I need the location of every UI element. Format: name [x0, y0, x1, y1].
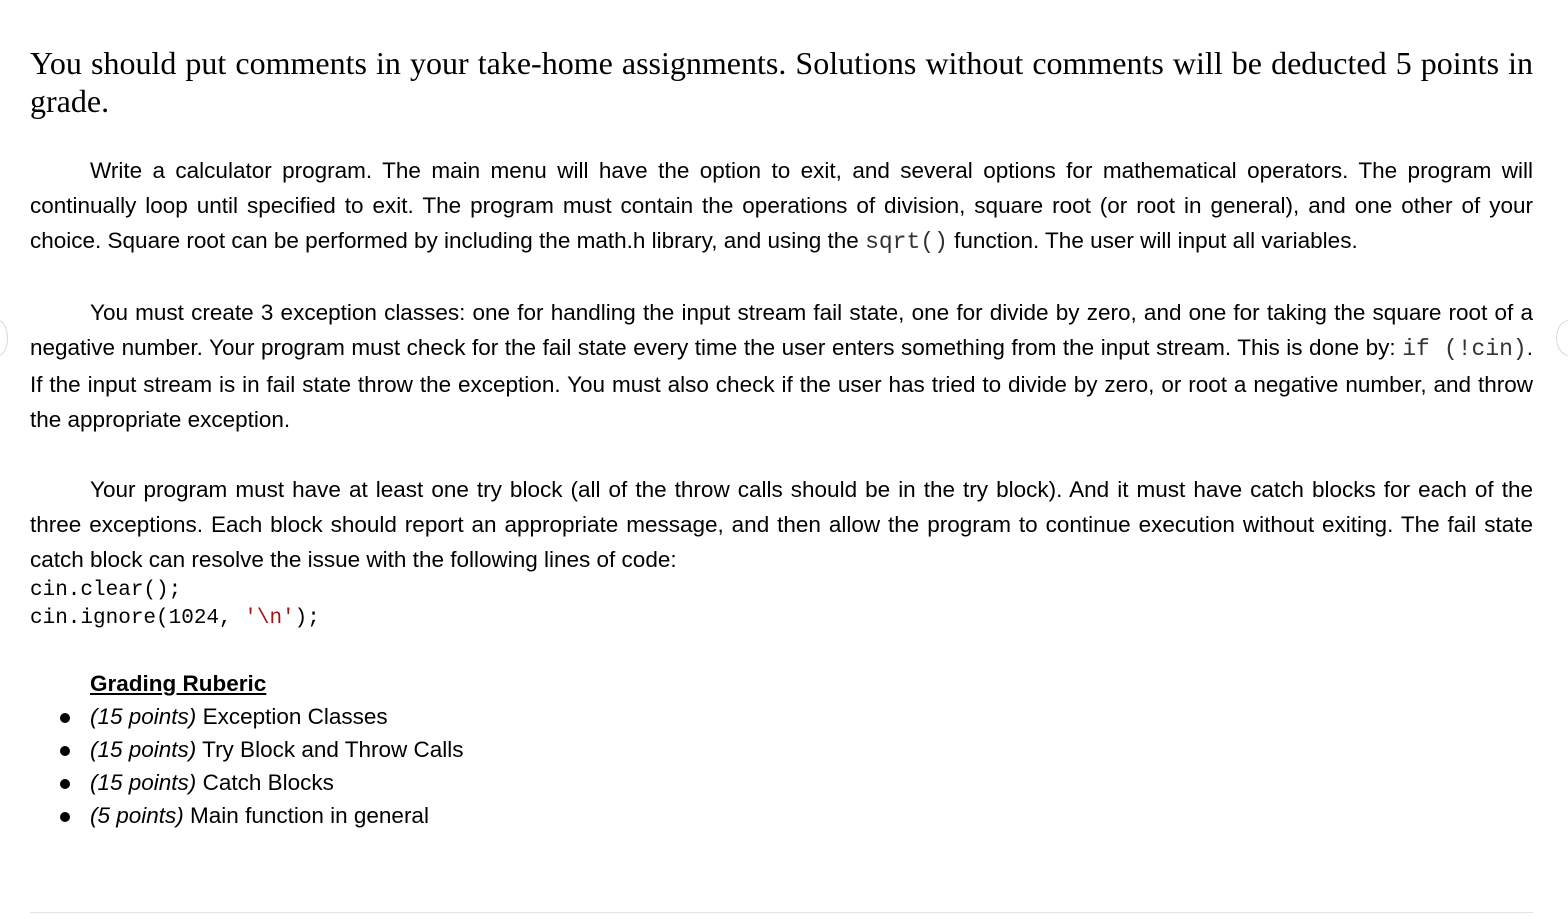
- right-margin-marker: [1556, 320, 1568, 356]
- rubric-points: (5 points): [90, 803, 184, 828]
- rubric-points: (15 points): [90, 737, 197, 762]
- bullet-icon: [60, 779, 70, 789]
- bullet-icon: [60, 713, 70, 723]
- rubric-label: Try Block and Throw Calls: [196, 737, 464, 762]
- rubric-title: Grading Ruberic: [90, 671, 267, 696]
- rubric-points: (15 points): [90, 770, 197, 795]
- rubric-item: [30, 733, 1533, 766]
- code-line-clear: cin.clear();: [30, 579, 182, 602]
- paragraph-try-catch: Your program must have at least one try block (all of the throw calls should be in the try block). And it must have catch blocks for each of the three exceptions. Each block should report an appropriate message, and then allow the program to continue execution without exiting. The fail state catch block can resolve the issue with the following lines of code:: [30, 477, 1533, 572]
- code-ignore-suffix: );: [294, 607, 320, 630]
- page-bottom-rule: [30, 912, 1533, 913]
- rubric-label: Exception Classes: [196, 704, 388, 729]
- rubric-points: (15 points): [90, 704, 197, 729]
- paragraph-exceptions-text-a: You must create 3 exception classes: one for handling the input stream fail state, one for divide by zero, and one for taking the square root of a negative number. Your program must check for the fail state every time the user enters something from the input stream. This is done by:: [30, 300, 1533, 360]
- paragraph-calculator-text-a: Write a calculator program. The main menu will have the option to exit, and several options for mathematical operators. The program will continually loop until specified to exit. The program must contain the operations of division, square root (or root in general), and one other of your choice. Square root can be performed by including the math.h library, and using the: [30, 158, 1533, 253]
- paragraph-exceptions-text-b: . If the input stream is in fail state throw the exception. You must also check if the user has tried to divide by zero, or root a negative number, and throw the appropriate exception.: [30, 335, 1533, 432]
- bullet-icon: [60, 746, 70, 756]
- code-line-ignore: [30, 605, 1533, 633]
- rubric-list: [30, 700, 1533, 832]
- rubric-label: Main function in general: [183, 803, 429, 828]
- if-cin-code: if (!cin): [1402, 336, 1527, 362]
- rubric-item: [30, 700, 1533, 733]
- left-margin-marker: [0, 320, 8, 356]
- code-newline-string: '\n': [244, 607, 295, 630]
- rubric-item: [30, 799, 1533, 832]
- paragraph-calculator-text-b: function. The user will input all variables.: [947, 228, 1358, 253]
- code-ignore-prefix: cin.ignore(1024,: [30, 607, 245, 630]
- rubric-item: [30, 766, 1533, 799]
- intro-note: You should put comments in your take-home assignments. Solutions without comments will be deducted 5 points in grade.: [30, 45, 1533, 119]
- paragraph-calculator: [30, 153, 1533, 260]
- document-page: [30, 44, 1533, 832]
- code-snippet: [30, 577, 1533, 633]
- rubric-label: Catch Blocks: [196, 770, 334, 795]
- bullet-icon: [60, 812, 70, 822]
- sqrt-code: sqrt(): [865, 229, 948, 255]
- paragraph-exceptions: [30, 295, 1533, 437]
